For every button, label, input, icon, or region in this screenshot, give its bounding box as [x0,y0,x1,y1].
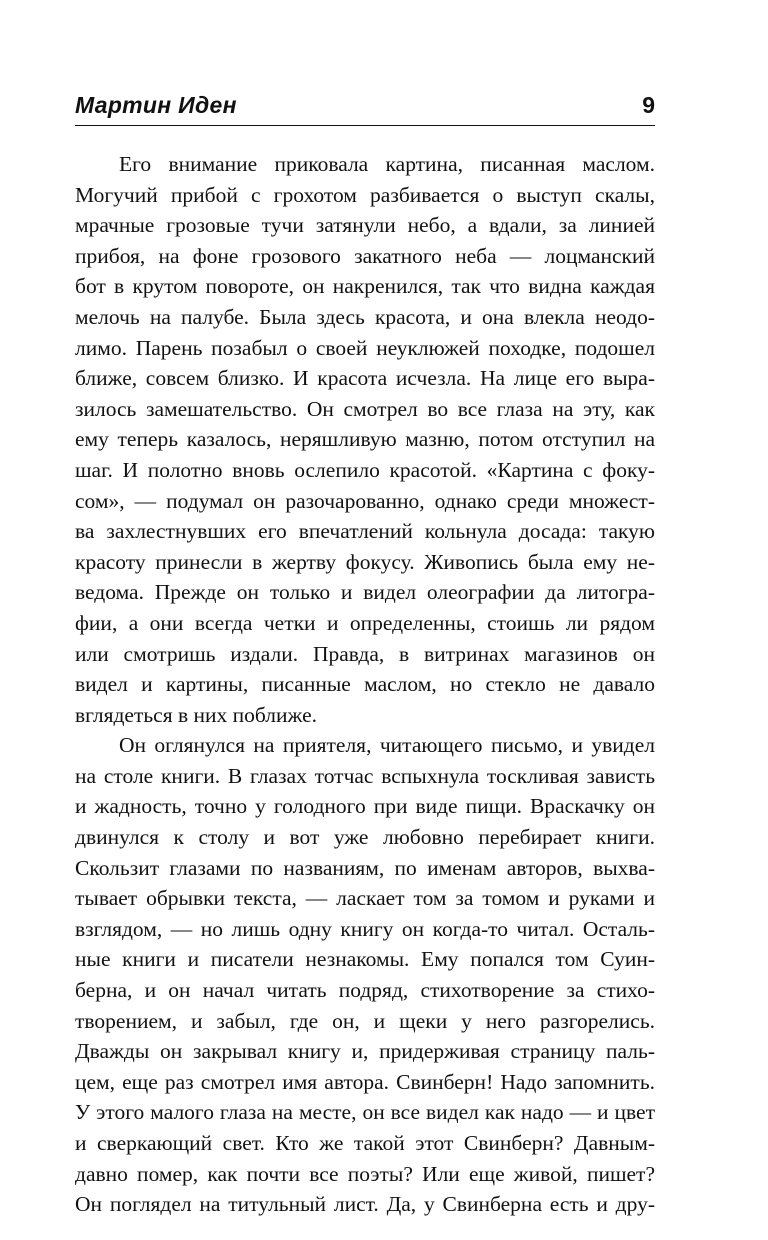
text-line: взглядом, — но лишь одну книгу он когда-то читал. Осталь- [75,916,655,941]
text-line: Он оглянулся на приятеля, читающего письмо, и увидел [119,733,655,758]
text-line: ближе, совсем близко. И красота исчезла. На лице его выра- [75,366,655,391]
text-line: прибоя, на фоне грозового закатного неба — лоцманский [75,243,655,268]
text-line: Дважды он закрывал книгу и, придерживая страницу паль- [75,1039,655,1064]
header-rule [75,125,655,126]
text-line: шаг. И полотно вновь ослепило красотой. «Картина с фоку- [75,457,655,482]
text-line: берна, и он начал читать подряд, стихотворение за стихо- [75,978,655,1003]
text-line: видел и картины, писанные маслом, но стекло не давало [75,672,655,697]
text-line: зилось замешательство. Он смотрел во все глаза на эту, как [75,396,655,421]
text-line: сом», — подумал он разочарованно, однако среди множест- [75,488,655,513]
text-line: Он поглядел на титульный лист. Да, у Свинберна есть и дру- [75,1192,655,1217]
text-line: фии, а они всегда четки и определенны, стоишь ли рядом [75,610,655,635]
page-number: 9 [642,92,655,118]
text-line: двинулся к столу и вот уже любовно перебирает книги. [75,825,655,850]
text-line: Скользит глазами по названиям, по именам авторов, выхва- [75,855,655,880]
text-line: красоту принесли в жертву фокусу. Живопись была ему не- [75,549,655,574]
book-title: Мартин Иден [75,92,237,118]
text-line: вглядеться в них поближе. [75,702,318,727]
text-line: и сверкающий свет. Кто же такой этот Свинберн? Давным- [75,1131,655,1155]
body-text [75,149,655,1220]
text-line: творением, и забыл, где он, и щеки у него разгорелись. [75,1008,655,1033]
text-line: ведома. Прежде он только и видел олеографии да литогра- [75,580,655,605]
text-line: ему теперь казалось, неряшливую мазню, потом отступил на [75,427,655,452]
text-line: бот в крутом повороте, он накренился, так что видна каждая [75,274,655,299]
text-line: мрачные грозовые тучи затянули небо, а вдали, за линией [75,213,655,238]
text-line: ные книги и писатели незнакомы. Ему попался том Суин- [75,947,655,972]
text-line: мелочь на палубе. Была здесь красота, и она влекла неодо- [75,304,655,329]
text-line: У этого малого глаза на месте, он все видел как надо — и цвет [75,1100,655,1125]
text-line: ва захлестнувших его впечатлений кольнула досада: такую [75,519,655,544]
text-line: Могучий прибой с грохотом разбивается о выступ скалы, [75,182,655,207]
text-line: тывает обрывки текста, — ласкает том за томом и руками и [75,886,655,911]
text-line: или смотришь издали. Правда, в витринах магазинов он [75,641,655,666]
text-line: давно помер, как почти все поэты? Или еще живой, пишет? [75,1161,655,1186]
text-line: Его внимание приковала картина, писанная маслом. [119,152,655,176]
text-line: и жадность, точно у голодного при виде пищи. Враскачку он [75,794,655,819]
paragraph [75,149,655,730]
text-line: цем, еще раз смотрел имя автора. Свинберн! Надо запомнить. [75,1069,655,1094]
text-line: лимо. Парень позабыл о своей неуклюжей походке, подошел [75,335,655,360]
running-head [75,88,655,124]
paragraph [75,730,655,1220]
text-line: на столе книги. В глазах тотчас вспыхнула тоскливая зависть [75,763,655,788]
